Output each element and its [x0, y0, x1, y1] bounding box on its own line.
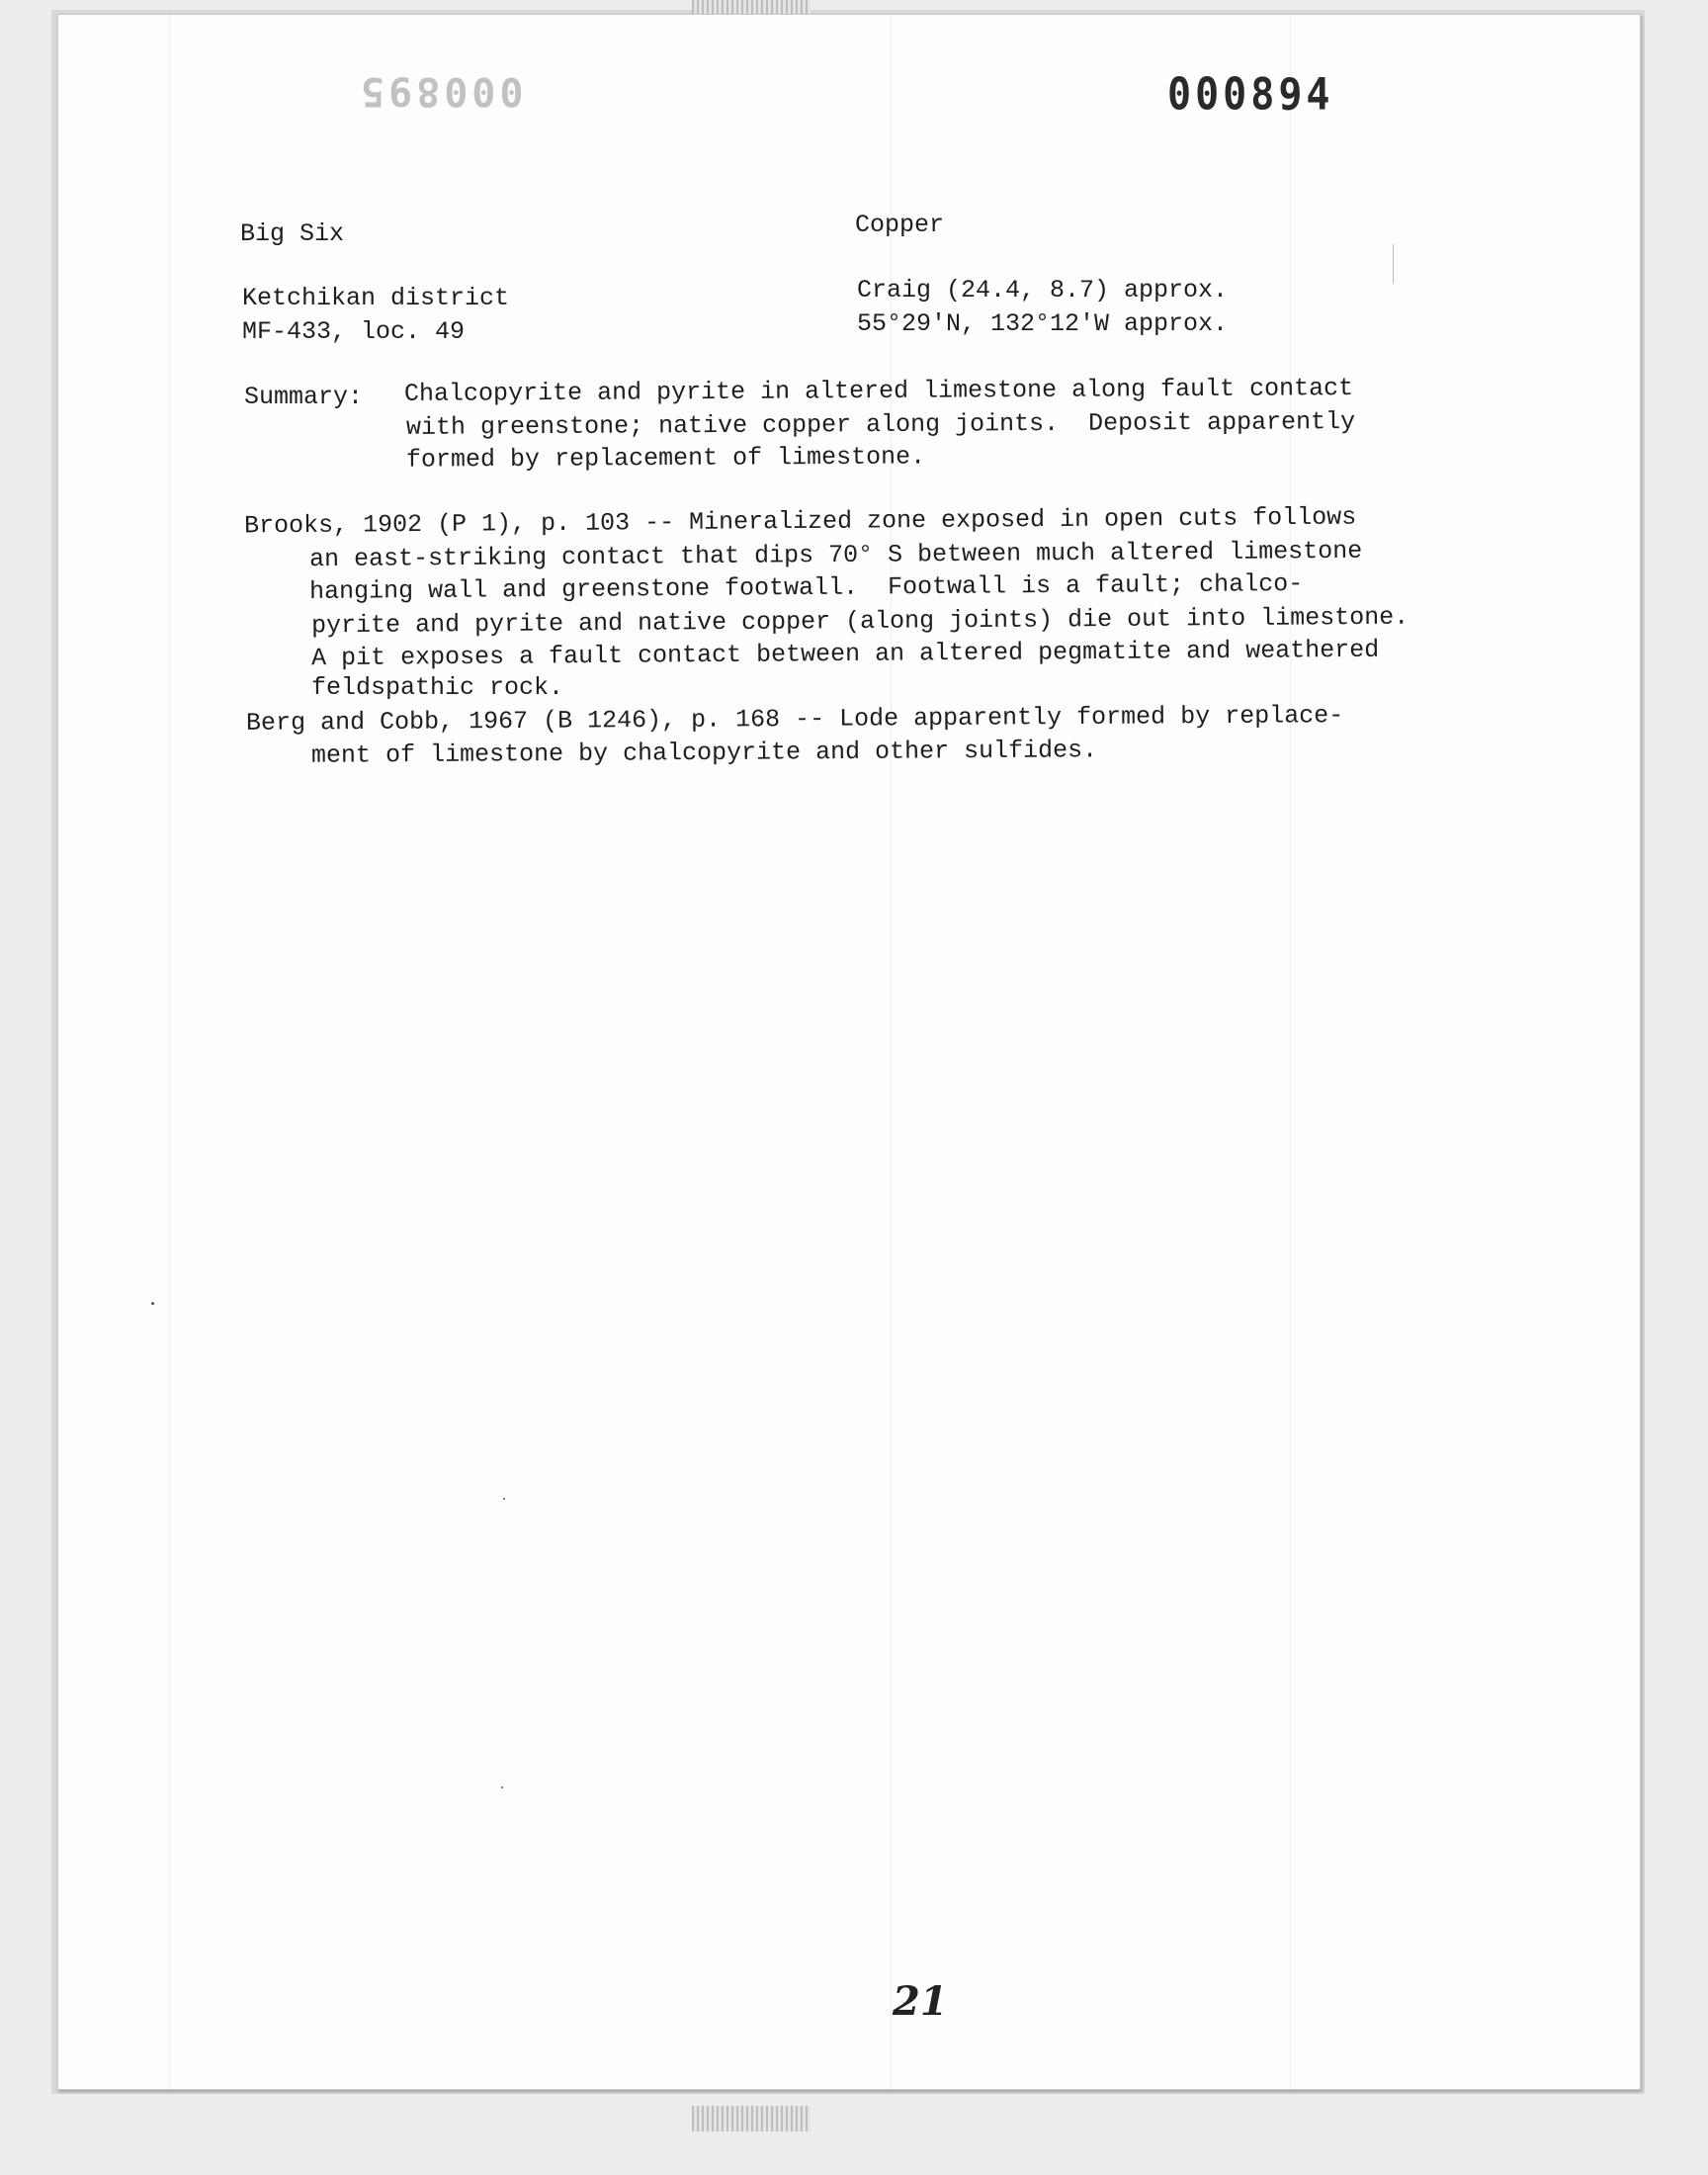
document-page	[57, 14, 1641, 2090]
fold-line-left	[169, 15, 170, 2089]
document-number-stamp: 000894	[1167, 69, 1334, 121]
reference-line: Berg and Cobb, 1967 (B 1246), p. 168 -- Lode apparently formed by replace-	[245, 701, 1344, 738]
reference-line: hanging wall and greenstone footwall. Footwall is a fault; chalco-	[308, 569, 1304, 606]
commodity: Copper	[855, 211, 945, 239]
district: Ketchikan district	[242, 284, 510, 312]
reference-line: A pit exposes a fault contact between an altered pegmatite and weathered	[310, 635, 1380, 673]
reference-line: feldspathic rock.	[311, 673, 564, 702]
reference-line: ment of limestone by chalcopyrite and other sulfides.	[310, 736, 1098, 770]
scan-speck	[1393, 244, 1394, 284]
summary-line: Chalcopyrite and pyrite in altered limestone along fault contact	[403, 374, 1354, 408]
coordinates: 55°29'N, 132°12'W approx.	[857, 309, 1229, 338]
fold-line-right	[1290, 15, 1291, 2089]
summary-line: formed by replacement of limestone.	[405, 442, 926, 475]
ghost-stamp-number: 000895	[357, 68, 524, 114]
mine-name: Big Six	[240, 219, 345, 248]
summary-label: Summary:	[244, 383, 364, 411]
reference-line: an east-striking contact that dips 70° S between much altered limestone	[308, 536, 1363, 574]
reference-line: Brooks, 1902 (P 1), p. 103 -- Mineralized zone exposed in open cuts follows	[243, 502, 1357, 541]
scan-bar-bottom	[692, 2106, 811, 2132]
map-reference: MF-433, loc. 49	[242, 317, 466, 346]
summary-line: with greenstone; native copper along joints. Deposit apparently	[405, 407, 1356, 442]
scan-speck	[503, 1498, 505, 1500]
scan-speck	[501, 1786, 503, 1788]
reference-line: pyrite and pyrite and native copper (along joints) die out into limestone.	[310, 602, 1409, 641]
handwritten-page-number: 21	[893, 1978, 948, 2025]
quadrangle: Craig (24.4, 8.7) approx.	[857, 276, 1229, 304]
scan-speck	[151, 1302, 154, 1305]
